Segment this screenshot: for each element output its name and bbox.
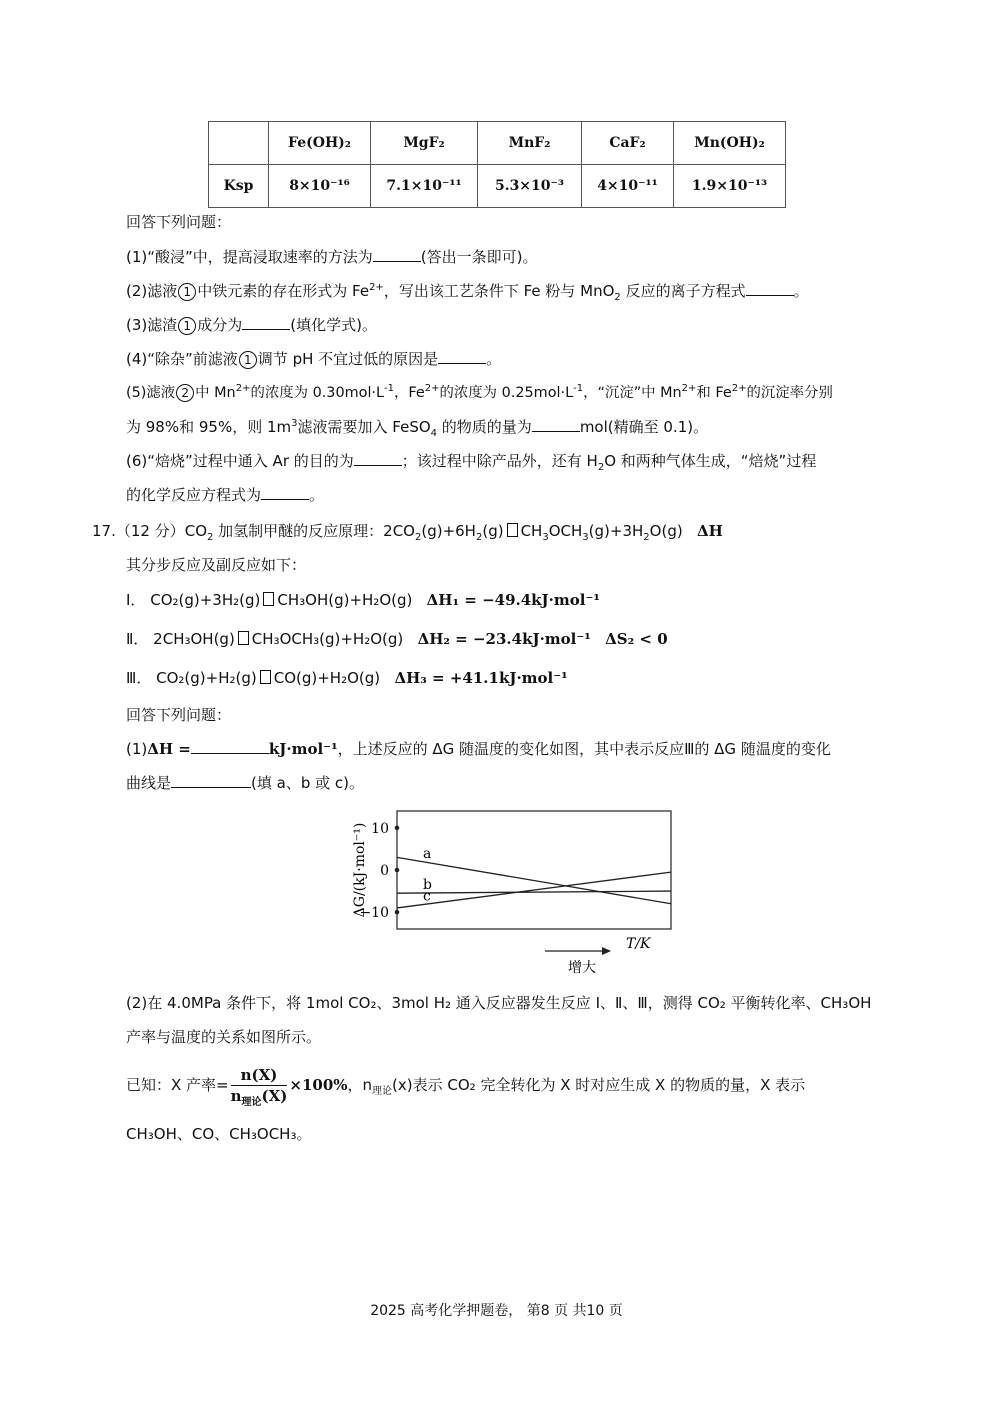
series-line-b bbox=[397, 891, 671, 893]
answer-blank[interactable] bbox=[171, 773, 251, 788]
x-arrow-label: 增大 bbox=[568, 960, 596, 976]
y-tick-mark bbox=[395, 868, 400, 873]
answer-blank[interactable] bbox=[191, 739, 269, 754]
plot-frame bbox=[397, 811, 671, 929]
circled-number: 1 bbox=[239, 351, 257, 369]
answer-blank[interactable] bbox=[746, 281, 794, 296]
x-axis-label: T/K bbox=[626, 936, 651, 952]
q16-part2: (2)滤液 1 中铁元素的存在形式为 $Fe^{2+}$，写出该工艺条件下 Fe 粉与 MnO$_2$ 反应的离子方程式 。 bbox=[126, 282, 809, 303]
series-label: b bbox=[423, 876, 432, 893]
table-row bbox=[209, 165, 786, 208]
table-header-cell: Mn(OH)₂ bbox=[674, 122, 786, 165]
reaction-3: Ⅲ． CO₂(g)+H₂(g) CO(g)+H₂O(g) ΔH₃ = +41.1kJ·mol⁻¹ bbox=[126, 669, 568, 687]
q16-part6-line2: 的化学反应方程式为 。 bbox=[126, 486, 325, 504]
equilibrium-arrow-icon bbox=[260, 670, 271, 684]
q16-part4: (4)“除杂”前滤液 1 调节 pH 不宜过低的原因是 。 bbox=[126, 350, 502, 368]
q16-part5-line2: 为 98%和 95%，则 $1m^3$滤液需要加入 FeSO$_4$ 的物质的量为 mol(精确至 0.1)。 bbox=[126, 418, 709, 439]
circled-number: 1 bbox=[178, 283, 196, 301]
delta-g-chart bbox=[340, 800, 680, 980]
y-tick-label: −10 bbox=[359, 905, 389, 922]
equilibrium-arrow-icon bbox=[238, 631, 249, 645]
table-row-label: Ksp bbox=[209, 165, 269, 208]
circled-number: 2 bbox=[176, 384, 194, 402]
y-tick-label: 0 bbox=[380, 863, 389, 879]
q17-part2-line2: 产率与温度的关系如图所示。 bbox=[126, 1028, 322, 1046]
q16-intro: 回答下列问题： bbox=[126, 213, 232, 231]
y-tick-mark bbox=[395, 826, 400, 831]
equilibrium-arrow-icon bbox=[263, 592, 274, 606]
circled-number: 1 bbox=[178, 317, 196, 335]
answer-blank[interactable] bbox=[438, 349, 486, 364]
yield-fraction: $\frac{n(X)}{n_{理论}(X)}$ bbox=[230, 1066, 288, 1108]
q16-part1: (1)“酸浸”中，提高浸取速率的方法为 (答出一条即可)。 bbox=[126, 248, 538, 266]
question-number: 17. bbox=[92, 522, 116, 540]
table-cell: 4×10⁻¹¹ bbox=[582, 165, 674, 208]
table-cell: 8×10⁻¹⁶ bbox=[269, 165, 371, 208]
series-label: a bbox=[423, 845, 432, 862]
table-header-row bbox=[209, 122, 786, 165]
answer-blank[interactable] bbox=[532, 417, 580, 432]
table-cell: 7.1×10⁻¹¹ bbox=[371, 165, 478, 208]
page-footer: 2025 高考化学押题卷， 第8 页 共10 页 bbox=[370, 1303, 623, 1319]
table-header-cell: MgF₂ bbox=[371, 122, 478, 165]
q17-part1-line2: 曲线是 (填 a、b 或 c)。 bbox=[126, 774, 364, 792]
q17-heading: 17.（12 分）$CO_2$ 加氢制甲醚的反应原理：$2CO_2(g)+6H_2(g)$ $CH_3OCH_3(g)+3H_2O(g)$ ΔH bbox=[92, 522, 723, 543]
table-cell: 5.3×10⁻³ bbox=[478, 165, 582, 208]
q16-part6-line1: (6)“焙烧”过程中通入 Ar 的目的为 ；该过程中除产品外，还有 $H_2O$ 和两种气体生成，“焙烧”过程 bbox=[126, 452, 817, 473]
y-axis-label: ΔG/(kJ·mol⁻¹) bbox=[352, 822, 368, 918]
answer-blank[interactable] bbox=[354, 451, 402, 466]
arrow-right-icon bbox=[602, 947, 611, 955]
series-line-a bbox=[397, 857, 671, 903]
equilibrium-arrow-icon bbox=[507, 523, 518, 537]
q16-part3: (3)滤渣 1 成分为 (填化学式)。 bbox=[126, 316, 377, 334]
answer-blank[interactable] bbox=[261, 485, 309, 500]
table-header-cell: MnF₂ bbox=[478, 122, 582, 165]
yield-definition: 已知：X 产率= $\frac{n(X)}{n_{理论}(X)}$ ×100%，$n_{理论}(x)$表示 CO₂ 完全转化为 X 时对应生成 X 的物质的量，X 表示 bbox=[126, 1066, 806, 1108]
table-header-cell: CaF₂ bbox=[582, 122, 674, 165]
ksp-table bbox=[208, 121, 786, 208]
q17-part1-line1: (1)ΔH = kJ·mol⁻¹，上述反应的 ΔG 随温度的变化如图，其中表示反应Ⅲ的 ΔG 随温度的变化 bbox=[126, 740, 831, 758]
table-cell: 1.9×10⁻¹³ bbox=[674, 165, 786, 208]
yield-definition-line2: CH₃OH、CO、CH₃OCH₃。 bbox=[126, 1125, 312, 1143]
reaction-2: Ⅱ． 2CH₃OH(g) CH₃OCH₃(g)+H₂O(g) ΔH₂ = −23.4kJ·mol⁻¹ ΔS₂ < 0 bbox=[126, 630, 668, 648]
table-header-cell: Fe(OH)₂ bbox=[269, 122, 371, 165]
series-line-c bbox=[397, 872, 671, 908]
table-header-cell bbox=[209, 122, 269, 165]
q16-part5-line1: (5)滤液 2 中 $Mn^{2+}$的浓度为 $0.30mol\cdot L^{-1}$，$Fe^{2+}$的浓度为 $0.25mol\cdot L^{-1}$，“沉淀”中 $Mn^{2+}$和 $Fe^{2+}$的沉淀率分别 bbox=[126, 383, 833, 401]
y-tick-mark bbox=[395, 910, 400, 915]
q17-subintro: 其分步反应及副反应如下： bbox=[126, 556, 307, 574]
answer-blank[interactable] bbox=[373, 247, 421, 262]
series-label: c bbox=[423, 888, 431, 905]
q17-part2-line1: (2)在 4.0MPa 条件下，将 1mol CO₂、3mol H₂ 通入反应器发生反应 Ⅰ、Ⅱ、Ⅲ，测得 CO₂ 平衡转化率、CH₃OH bbox=[126, 994, 872, 1012]
y-tick-label: 10 bbox=[371, 820, 389, 837]
q17-intro2: 回答下列问题： bbox=[126, 706, 232, 724]
reaction-1: I． CO₂(g)+3H₂(g) CH₃OH(g)+H₂O(g) ΔH₁ = −49.4kJ·mol⁻¹ bbox=[126, 591, 600, 609]
answer-blank[interactable] bbox=[242, 315, 290, 330]
